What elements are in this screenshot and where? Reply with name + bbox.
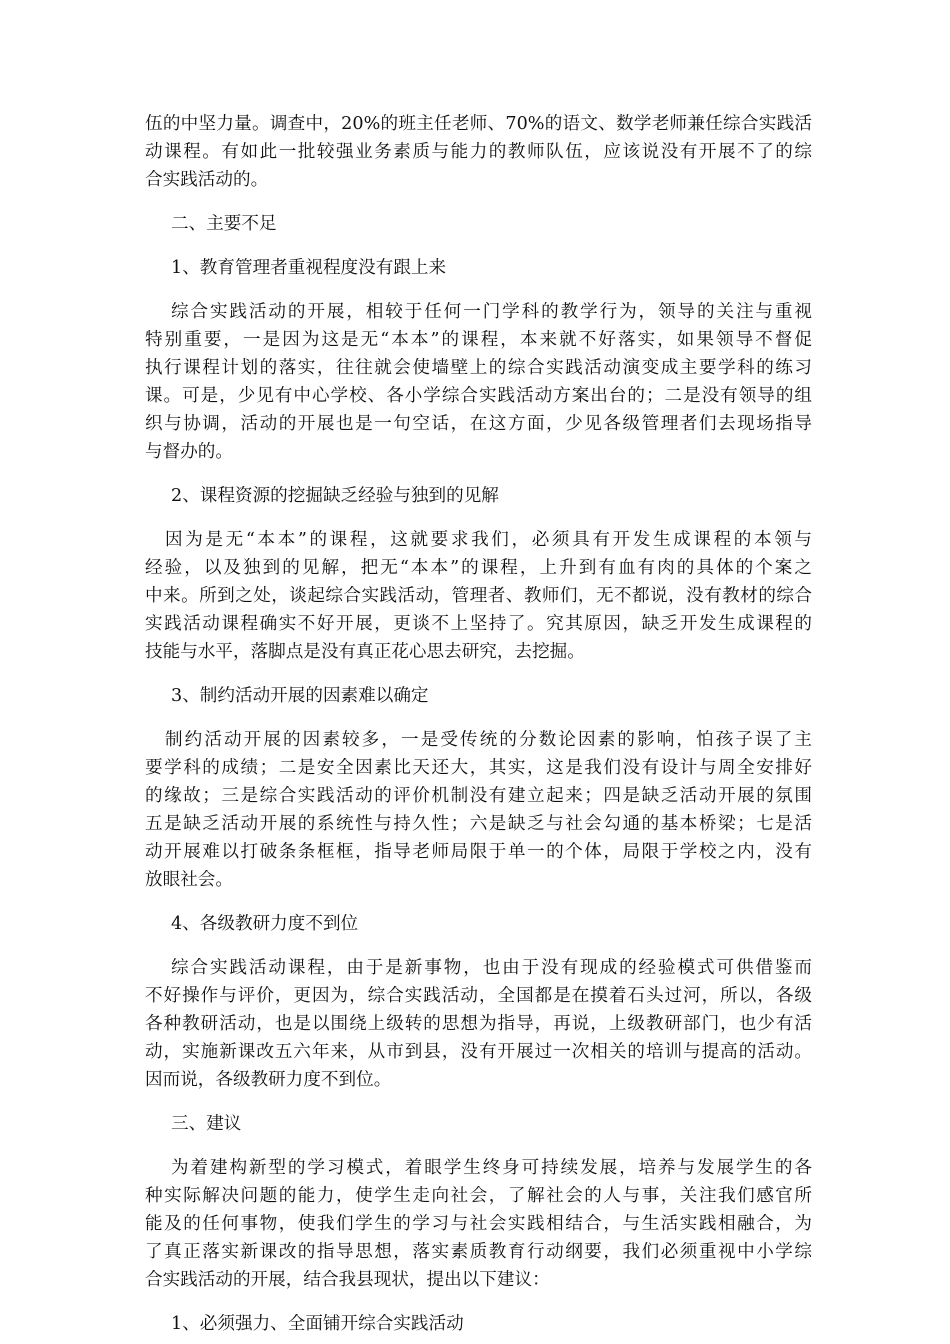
text-line: 课。可是，少见有中心学校、各小学综合实践活动方案出台的；二是没有领导的组 (145, 386, 812, 406)
subheading-management-attention: 1、教育管理者重视程度没有跟上来 (171, 258, 447, 278)
paragraph-management-attention (145, 298, 812, 466)
text-line: 不好操作与评价，更因为，综合实践活动，全国都是在摸着石头过河，所以，各级 (145, 986, 812, 1006)
paragraph-suggestions (145, 1154, 812, 1294)
paragraph-curriculum-resources (145, 526, 812, 666)
section-heading-suggestions: 三、建议 (171, 1114, 242, 1134)
subheading-teaching-research: 4、各级教研力度不到位 (171, 914, 359, 934)
text-line: 综合实践活动的开展，相较于任何一门学科的教学行为，领导的关注与重视 (171, 302, 812, 322)
text-line: 各种教研活动，也是以围绕上级转的思想为指导，再说，上级教研部门，也少有活 (145, 1014, 812, 1034)
text-line: 的缘故；三是综合实践活动的评价机制没有建立起来；四是缺乏活动开展的氛围 (145, 786, 812, 806)
text-line: 能及的任何事物，使我们学生的学习与社会实践相结合，与生活实践相融合，为 (145, 1214, 812, 1234)
text-line: 制约活动开展的因素较多，一是受传统的分数论因素的影响，怕孩子误了主 (165, 730, 812, 750)
text-line: 动，实施新课改五六年来，从市到县，没有开展过一次相关的培训与提高的活动。 (145, 1042, 812, 1062)
subheading-curriculum-resources: 2、课程资源的挖掘缺乏经验与独到的见解 (171, 486, 499, 506)
paragraph-constraints (145, 726, 812, 894)
text-line: 因而说，各级教研力度不到位。 (145, 1070, 392, 1090)
subheading-constraints: 3、制约活动开展的因素难以确定 (171, 686, 429, 706)
text-line: 经验，以及独到的见解，把无“本本”的课程，上升到有血有肉的具体的个案之 (145, 558, 812, 578)
text-line: 伍的中坚力量。调查中，20%的班主任老师、70%的语文、数学老师兼任综合实践活 (145, 114, 812, 134)
text-line: 种实际解决问题的能力，使学生走向社会，了解社会的人与事，关注我们感官所 (145, 1186, 812, 1206)
text-line: 实践活动课程确实不好开展，更谈不上坚持了。究其原因，缺乏开发生成课程的 (145, 614, 812, 634)
text-line: 动课程。有如此一批较强业务素质与能力的教师队伍，应该说没有开展不了的综 (145, 142, 812, 162)
text-line: 要学科的成绩；二是安全因素比天还大，其实，这是我们没有设计与周全安排好 (145, 758, 812, 778)
text-line: 合实践活动的。 (145, 170, 269, 190)
text-line: 执行课程计划的落实，往往就会使墙壁上的综合实践活动演变成主要学科的练习 (145, 358, 812, 378)
text-line: 中来。所到之处，谈起综合实践活动，管理者、教师们，无不都说，没有教材的综合 (145, 586, 812, 606)
text-line: 为着建构新型的学习模式，着眼学生终身可持续发展，培养与发展学生的各 (171, 1158, 812, 1178)
document-page (145, 110, 812, 1338)
paragraph-teacher-survey (145, 110, 812, 194)
text-line: 技能与水平，落脚点是没有真正花心思去研究，去挖掘。 (145, 642, 585, 662)
text-line: 与督办的。 (145, 442, 233, 462)
text-line: 特别重要，一是因为这是无“本本”的课程，本来就不好落实，如果领导不督促 (145, 330, 812, 350)
text-line: 因为是无“本本”的课程，这就要求我们，必须具有开发生成课程的本领与 (165, 530, 812, 550)
text-line: 动开展难以打破条条框框，指导老师局限于单一的个体，局限于学校之内，没有 (145, 842, 812, 862)
text-line: 放眼社会。 (145, 870, 233, 890)
text-line: 综合实践活动课程，由于是新事物，也由于没有现成的经验模式可供借鉴而 (171, 958, 812, 978)
section-heading-shortcomings: 二、主要不足 (171, 214, 277, 234)
text-line: 五是缺乏活动开展的系统性与持久性；六是缺乏与社会勾通的基本桥梁；七是活 (145, 814, 812, 834)
subheading-full-rollout: 1、必须强力、全面铺开综合实践活动 (171, 1314, 464, 1334)
text-line: 了真正落实新课改的指导思想，落实素质教育行动纲要，我们必须重视中小学综 (145, 1242, 812, 1262)
text-line: 织与协调，活动的开展也是一句空话，在这方面，少见各级管理者们去现场指导 (145, 414, 812, 434)
paragraph-teaching-research (145, 954, 812, 1094)
text-line: 合实践活动的开展，结合我县现状，提出以下建议： (145, 1270, 550, 1290)
